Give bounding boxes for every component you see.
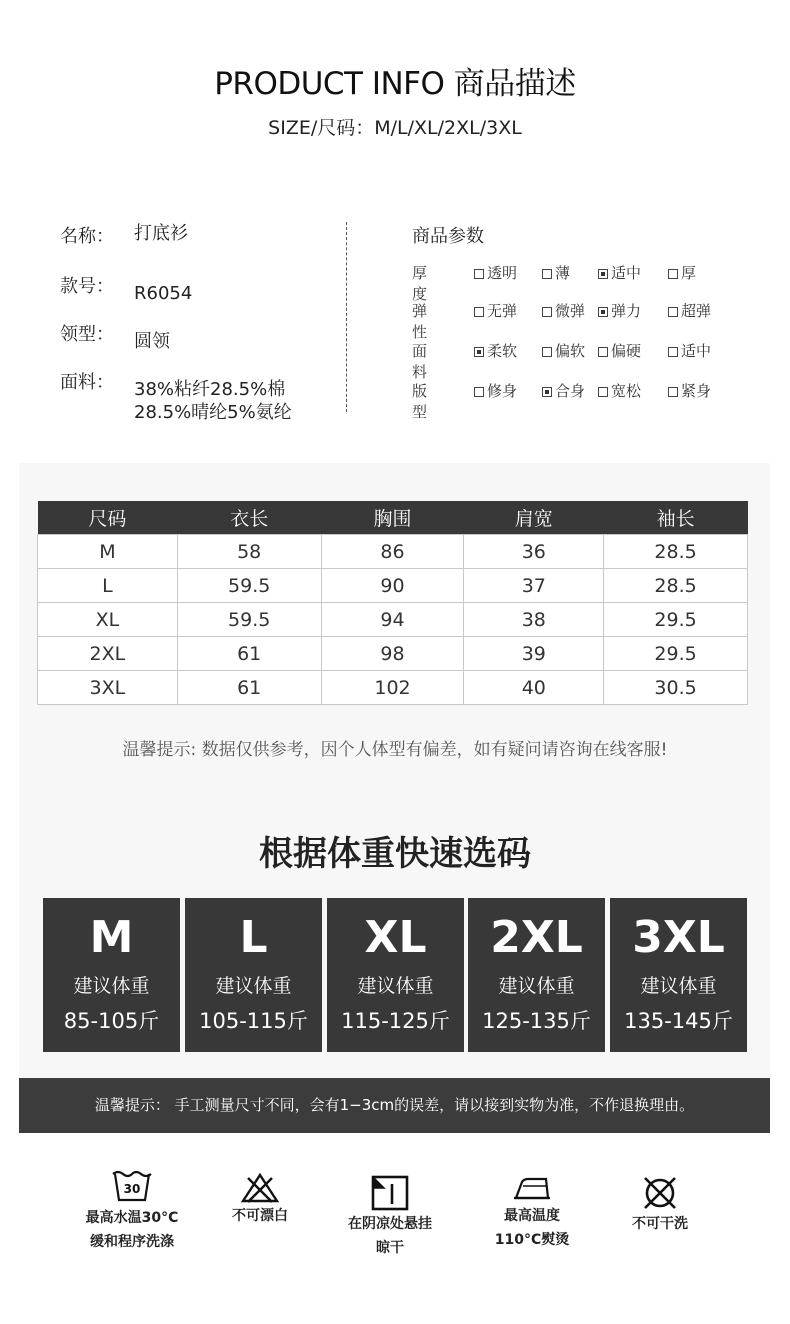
checked-box-icon xyxy=(542,387,552,397)
table-cell: L xyxy=(38,569,178,603)
checkbox-icon xyxy=(542,269,552,279)
param-option xyxy=(474,300,517,321)
param-option-label: 适中 xyxy=(611,264,642,282)
table-cell: 86 xyxy=(321,535,464,569)
card-weight-range: 115-125斤 xyxy=(341,1009,450,1033)
weight-card xyxy=(185,898,322,1052)
info-label: 款号： xyxy=(60,276,114,297)
care-text: 最高水温30°C xyxy=(85,1210,179,1226)
shade-dry-icon xyxy=(370,1174,410,1212)
table-cell: 28.5 xyxy=(604,535,748,569)
card-label: 建议体重 xyxy=(73,975,150,997)
card-weight-range: 105-115斤 xyxy=(199,1009,308,1033)
product-params xyxy=(412,222,772,421)
param-option xyxy=(668,380,711,401)
checked-box-icon xyxy=(474,347,484,357)
param-option xyxy=(598,340,641,361)
care-iron xyxy=(482,1174,582,1252)
table-header-row xyxy=(38,501,748,535)
care-text: 缓和程序洗涤 xyxy=(90,1234,174,1250)
card-weight-range: 85-105斤 xyxy=(63,1009,160,1033)
param-option-label: 偏硬 xyxy=(611,342,642,360)
care-text: 最高温度 xyxy=(504,1208,560,1224)
param-option-label: 透明 xyxy=(487,264,518,282)
table-cell: 38 xyxy=(464,603,604,637)
table-row xyxy=(38,671,748,705)
card-size: 3XL xyxy=(632,912,725,963)
table-cell: 39 xyxy=(464,637,604,671)
checkbox-icon xyxy=(542,347,552,357)
wash-temp-badge: 30 xyxy=(123,1182,141,1196)
info-value: 圆领 xyxy=(134,331,170,352)
care-bleach xyxy=(212,1172,308,1228)
param-name: 厚度 xyxy=(412,264,428,303)
care-wash xyxy=(76,1168,188,1254)
checkbox-icon xyxy=(598,387,608,397)
param-option-label: 柔软 xyxy=(487,342,518,360)
table-cell: 29.5 xyxy=(604,637,748,671)
checked-box-icon xyxy=(598,307,608,317)
card-size: 2XL xyxy=(490,912,583,963)
table-cell: 2XL xyxy=(38,637,178,671)
table-row xyxy=(38,603,748,637)
card-weight-range: 125-135斤 xyxy=(482,1009,591,1033)
table-cell: 102 xyxy=(321,671,464,705)
checkbox-icon xyxy=(668,347,678,357)
table-cell: 29.5 xyxy=(604,603,748,637)
table-row xyxy=(38,535,748,569)
table-header: 肩宽 xyxy=(464,501,604,535)
param-option xyxy=(474,262,517,283)
info-label: 名称： xyxy=(60,226,114,247)
param-option-label: 微弹 xyxy=(555,302,586,320)
quick-size-title: 根据体重快速选码 xyxy=(259,834,531,874)
table-cell: 98 xyxy=(321,637,464,671)
weight-card xyxy=(43,898,180,1052)
care-text: 在阴凉处悬挂 xyxy=(348,1216,432,1232)
card-label: 建议体重 xyxy=(498,975,575,997)
care-dry xyxy=(334,1174,446,1260)
checkbox-icon xyxy=(474,387,484,397)
table-header: 衣长 xyxy=(177,501,321,535)
checkbox-icon xyxy=(474,307,484,317)
size-tip: 温馨提示: 数据仅供参考，因个人体型有偏差，如有疑问请咨询在线客服! xyxy=(122,740,668,760)
param-option xyxy=(668,340,711,361)
table-row xyxy=(38,569,748,603)
param-option-label: 薄 xyxy=(555,264,571,282)
checkbox-icon xyxy=(542,307,552,317)
table-cell: 3XL xyxy=(38,671,178,705)
care-text: 晾干 xyxy=(376,1240,404,1256)
table-header: 袖长 xyxy=(604,501,748,535)
divider xyxy=(346,222,347,412)
checkbox-icon xyxy=(668,307,678,317)
param-option-label: 适中 xyxy=(681,342,712,360)
care-text: 不可干洗 xyxy=(632,1216,688,1232)
table-cell: 90 xyxy=(321,569,464,603)
card-weight-range: 135-145斤 xyxy=(624,1009,733,1033)
table-cell: 61 xyxy=(177,671,321,705)
info-label: 领型： xyxy=(60,324,114,345)
param-option xyxy=(598,262,641,283)
table-cell: 59.5 xyxy=(177,603,321,637)
param-option-label: 偏软 xyxy=(555,342,586,360)
table-cell: 59.5 xyxy=(177,569,321,603)
card-size: M xyxy=(89,912,134,963)
table-header: 尺码 xyxy=(38,501,178,535)
param-option xyxy=(542,380,585,401)
param-option-label: 弹力 xyxy=(611,302,642,320)
param-option xyxy=(598,300,641,321)
info-value: R6054 xyxy=(134,283,193,304)
table-header: 胸围 xyxy=(321,501,464,535)
table-cell: 36 xyxy=(464,535,604,569)
checkbox-icon xyxy=(474,269,484,279)
no-dry-clean-icon xyxy=(640,1174,680,1212)
param-name: 版型 xyxy=(412,382,428,421)
table-cell: 28.5 xyxy=(604,569,748,603)
param-name: 面料 xyxy=(412,342,428,381)
table-cell: XL xyxy=(38,603,178,637)
params-title: 商品参数 xyxy=(412,226,484,247)
care-text: 不可漂白 xyxy=(232,1208,288,1224)
weight-size-cards xyxy=(43,898,747,1052)
iron-icon xyxy=(510,1174,554,1204)
info-value-line2: 28.5%晴纶5%氨纶 xyxy=(134,402,292,423)
measure-tip: 温馨提示： 手工测量尺寸不同，会有1−3cm的误差，请以接到实物为准，不作退换理由。 xyxy=(94,1096,695,1114)
card-label: 建议体重 xyxy=(215,975,292,997)
page-title: PRODUCT INFO 商品描述 xyxy=(214,66,576,102)
table-cell: 37 xyxy=(464,569,604,603)
checkbox-icon xyxy=(598,347,608,357)
param-option xyxy=(668,262,696,283)
info-label: 面料： xyxy=(60,372,114,393)
card-label: 建议体重 xyxy=(640,975,717,997)
table-cell: 30.5 xyxy=(604,671,748,705)
param-option xyxy=(668,300,711,321)
param-option xyxy=(474,380,517,401)
card-size: L xyxy=(239,912,268,963)
param-option xyxy=(542,262,570,283)
param-option-label: 合身 xyxy=(555,382,586,400)
no-bleach-icon xyxy=(240,1172,280,1204)
param-option-label: 修身 xyxy=(487,382,518,400)
size-table xyxy=(37,501,748,705)
param-option xyxy=(474,340,517,361)
param-option xyxy=(542,340,585,361)
info-value: 38%粘纤28.5%棉 xyxy=(134,379,286,400)
weight-card xyxy=(327,898,464,1052)
wash-30-icon xyxy=(110,1168,154,1206)
info-value: 打底衫 xyxy=(134,223,188,244)
table-row xyxy=(38,637,748,671)
param-option xyxy=(598,380,641,401)
card-label: 建议体重 xyxy=(357,975,434,997)
care-dryclean xyxy=(614,1174,706,1236)
care-text: 110°C熨烫 xyxy=(494,1232,570,1248)
param-option-label: 紧身 xyxy=(681,382,712,400)
param-option-label: 无弹 xyxy=(487,302,518,320)
param-option-label: 宽松 xyxy=(611,382,642,400)
weight-card xyxy=(610,898,747,1052)
param-option-label: 厚 xyxy=(681,264,697,282)
card-size: XL xyxy=(364,912,427,963)
param-option xyxy=(542,300,585,321)
table-cell: 58 xyxy=(177,535,321,569)
checkbox-icon xyxy=(668,269,678,279)
table-cell: 61 xyxy=(177,637,321,671)
checkbox-icon xyxy=(668,387,678,397)
param-option-label: 超弹 xyxy=(681,302,712,320)
table-cell: M xyxy=(38,535,178,569)
table-cell: 40 xyxy=(464,671,604,705)
checked-box-icon xyxy=(598,269,608,279)
table-cell: 94 xyxy=(321,603,464,637)
weight-card xyxy=(468,898,605,1052)
size-range: SIZE/尺码：M/L/XL/2XL/3XL xyxy=(268,117,522,139)
param-name: 弹性 xyxy=(412,302,428,341)
measure-tip-bar xyxy=(19,1078,770,1133)
